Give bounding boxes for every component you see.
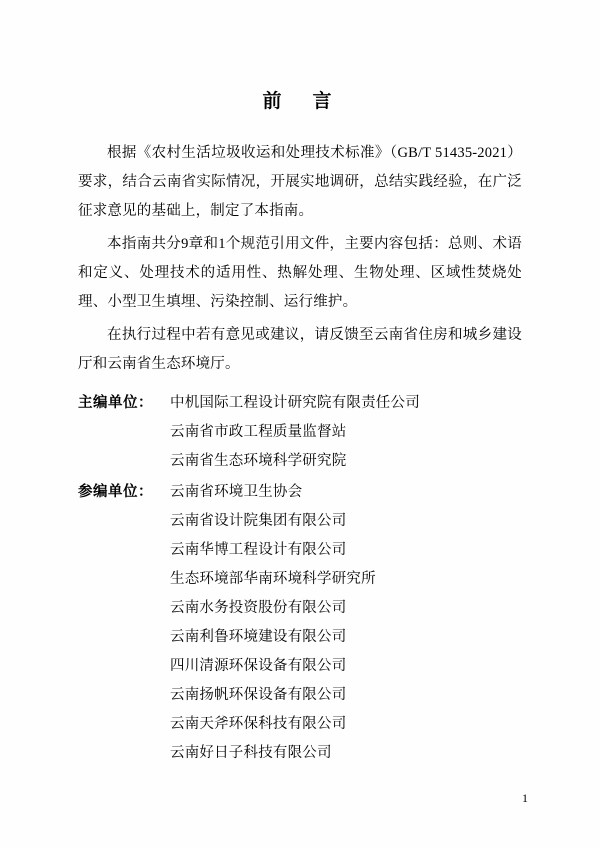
list-item: 云南天斧环保科技有限公司: [170, 716, 347, 732]
list-item: 云南利鲁环境建设有限公司: [170, 629, 347, 645]
organization-name-list: [170, 389, 522, 476]
organization-label: 主编单位：: [78, 395, 153, 411]
list-item: 生态环境部华南环境科学研究所: [170, 571, 376, 587]
organization-name-list: [170, 478, 522, 768]
organization-group-participating-editor: [78, 478, 522, 768]
paragraph-3: 在执行过程中若有意见或建议，请反馈至云南省住房和城乡建设厅和云南省生态环境厅。: [78, 327, 522, 372]
list-item: 云南扬帆环保设备有限公司: [170, 687, 347, 703]
list-item: 云南华博工程设计有限公司: [170, 542, 347, 558]
paragraph-1: 根据《农村生活垃圾收运和处理技术标准》（GB/T 51435-2021）要求，结合云南省实际情况，开展实地调研，总结实践经验，在广泛征求意见的基础上，制定了本指南。: [78, 145, 522, 219]
organizations-block: [78, 389, 522, 768]
list-item: 云南水务投资股份有限公司: [170, 600, 347, 616]
list-item: 云南省环境卫生协会: [170, 484, 303, 500]
list-item: 云南省生态环境科学研究院: [170, 453, 347, 469]
list-item: 云南省设计院集团有限公司: [170, 513, 347, 529]
page-content: [78, 86, 522, 770]
organization-label: 参编单位：: [78, 484, 153, 500]
list-item: 四川清源环保设备有限公司: [170, 658, 347, 674]
page-title: 前 言: [262, 91, 338, 112]
list-item: 云南好日子科技有限公司: [170, 745, 332, 761]
paragraph-2: 本指南共分9章和1个规范引用文件，主要内容包括：总则、术语和定义、处理技术的适用性、热解处理、生物处理、区域性焚烧处理、小型卫生填埋、污染控制、运行维护。: [78, 236, 522, 310]
list-item: 云南省市政工程质量监督站: [170, 424, 347, 440]
list-item: 中机国际工程设计研究院有限责任公司: [170, 395, 420, 411]
page-number: 1: [522, 791, 528, 805]
organization-group-chief-editor: [78, 389, 522, 476]
